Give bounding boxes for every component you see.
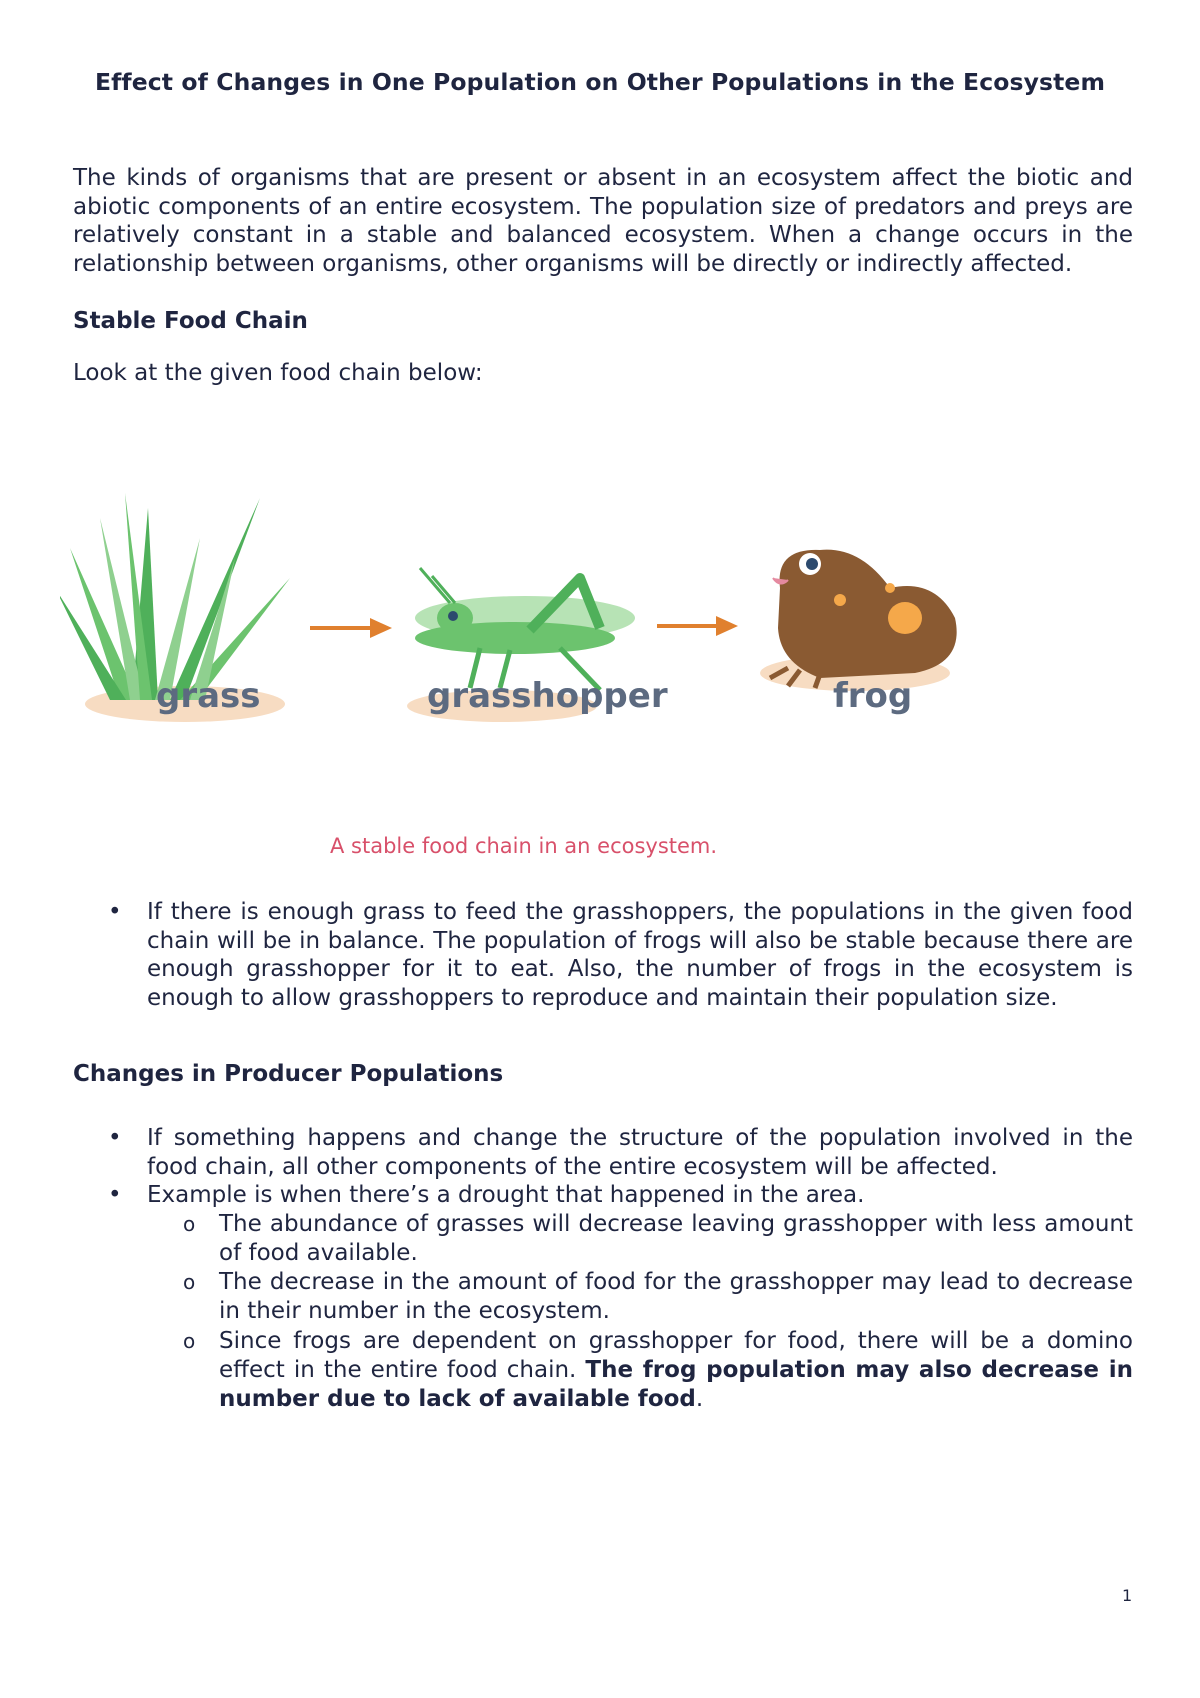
food-chain-illustration (60, 438, 990, 858)
figure-label-frog: frog (833, 676, 913, 716)
list-item: • If something happens and change the structure of the population involved in the food chain, all other components of the entire ecosystem will be affected. (0, 1124, 1133, 1181)
drought-effects-sublist (147, 1210, 1133, 1414)
sublist-item: o The abundance of grasses will decrease leaving grasshopper with less amount of food available. (147, 1210, 1133, 1268)
sublist-item: o The decrease in the amount of food for the grasshopper may lead to decrease in their number in the ecosystem. (147, 1268, 1133, 1326)
sentence-end: . (695, 1386, 704, 1412)
emphasized-text: The frog population may also decrease in number due to lack of available food (219, 1356, 1133, 1412)
intro-paragraph: The kinds of organisms that are present or absent in an ecosystem affect the biotic and abiotic components of an entire ecosystem. The population size of predators and preys are relatively constant in a stable and balanced ecosystem. When a change occurs in the relationship between organisms, other organisms will be directly or indirectly affected. (73, 165, 1133, 277)
figure-label-grass: grass (156, 676, 261, 716)
document-title: Effect of Changes in One Population on Other Populations in the Ecosystem (94, 68, 1106, 96)
stable-chain-bullets (0, 898, 1133, 1012)
sublist-item (147, 1327, 1133, 1415)
figure-lead-text: Look at the given food chain below: (73, 360, 483, 386)
sublist-item-text: Since frogs are dependent on grasshopper for food, there will be a domino effect in the entire food chain. (219, 1327, 1133, 1383)
arrow-right-icon (310, 618, 392, 638)
frog-icon (760, 550, 957, 691)
producer-changes-bullets (0, 1124, 1133, 1414)
food-chain-figure (60, 438, 990, 858)
section-heading-producer-changes: Changes in Producer Populations (73, 1061, 504, 1087)
figure-label-grasshopper: grasshopper (427, 676, 668, 716)
figure-caption: A stable food chain in an ecosystem. (330, 834, 718, 858)
list-item-text: Example is when there’s a drought that happened in the area. (147, 1182, 865, 1209)
list-item (0, 1181, 1133, 1414)
page-number: 1 (1122, 1586, 1133, 1605)
arrow-right-icon (657, 616, 738, 636)
section-heading-stable-food-chain: Stable Food Chain (73, 308, 308, 334)
list-item: • If there is enough grass to feed the grasshoppers, the populations in the given food chain will be in balance. The population of frogs will also be stable because there are enough grasshopper for it to eat. Also, the number of frogs in the ecosystem is enough to allow grasshoppers to reproduce and maintain their population size. (0, 898, 1133, 1012)
